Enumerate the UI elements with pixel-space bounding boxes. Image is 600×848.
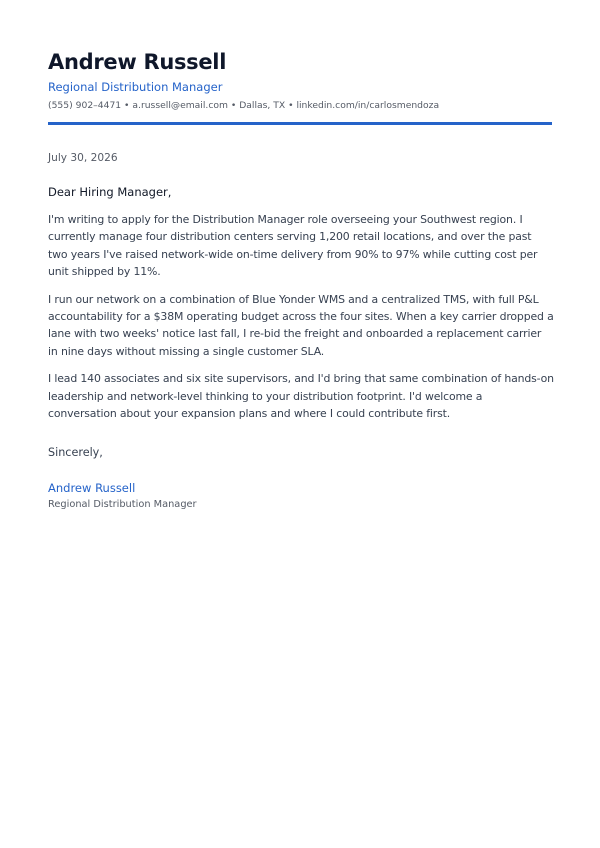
letter-header	[48, 48, 552, 125]
body-paragraph-2: I run our network on a combination of Blue Yonder WMS and a centralized TMS, with full P&L accountability for a $38M operating budget across the four sites. When a key carrier dropped a lane with two weeks' notice last fall, I re-bid the freight and onboarded a replacement carrier in nine days without missing a single customer SLA.	[48, 292, 554, 358]
signature-name: Andrew Russell	[48, 481, 136, 496]
letter-date: July 30, 2026	[48, 152, 118, 164]
body-paragraph-3: I lead 140 associates and six site supervisors, and I'd bring that same combination of hands-on leadership and network-level thinking to your distribution footprint. I'd welcome a conversation about your expansion plans and where I could contribute first.	[48, 372, 554, 421]
body-paragraph-1: I'm writing to apply for the Distribution Manager role overseeing your Southwest region. I currently manage four distribution centers serving 1,200 retail locations, and over the past two years I've raised network-wide on-time delivery from 90% to 97% while cutting cost per unit shipped by 11%.	[48, 213, 538, 279]
header-divider	[48, 122, 552, 125]
closing: Sincerely,	[48, 446, 103, 460]
greeting: Dear Hiring Manager,	[48, 185, 172, 199]
sender-title: Regional Distribution Manager	[48, 80, 223, 94]
signature-title: Regional Distribution Manager	[48, 499, 197, 511]
contact-line: (555) 902–4471 • a.russell@email.com • Dallas, TX • linkedin.com/in/carlosmendoza	[48, 100, 440, 111]
sender-name: Andrew Russell	[48, 50, 227, 74]
